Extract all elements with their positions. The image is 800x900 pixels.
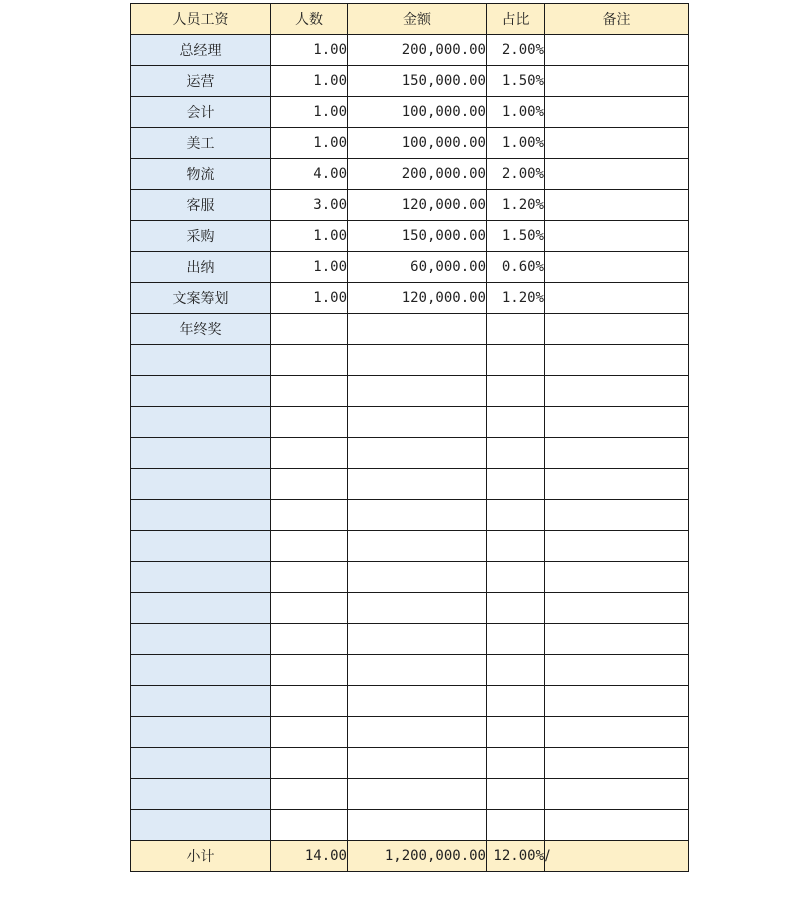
remark-cell[interactable]	[545, 469, 689, 500]
ratio-cell[interactable]	[487, 779, 545, 810]
count-cell[interactable]	[271, 748, 348, 779]
count-cell[interactable]	[271, 500, 348, 531]
table-row	[131, 97, 689, 128]
name-cell[interactable]	[131, 810, 271, 841]
amount-cell[interactable]: 100,000.00	[348, 128, 487, 159]
ratio-cell[interactable]: 1.00%	[487, 97, 545, 128]
name-cell[interactable]	[131, 469, 271, 500]
table-row	[131, 779, 689, 810]
count-cell[interactable]	[271, 376, 348, 407]
name-cell[interactable]: 出纳	[131, 252, 271, 283]
name-cell[interactable]	[131, 686, 271, 717]
ratio-cell[interactable]: 0.60%	[487, 252, 545, 283]
table-row	[131, 128, 689, 159]
ratio-cell[interactable]	[487, 531, 545, 562]
table-row	[131, 314, 689, 345]
table-row	[131, 252, 689, 283]
ratio-cell[interactable]	[487, 376, 545, 407]
ratio-cell[interactable]	[487, 438, 545, 469]
name-cell[interactable]	[131, 531, 271, 562]
name-cell[interactable]: 文案筹划	[131, 283, 271, 314]
table-row	[131, 810, 689, 841]
total-ratio-cell[interactable]: 12.00%	[487, 841, 545, 872]
ratio-cell[interactable]: 1.20%	[487, 283, 545, 314]
remark-cell[interactable]	[545, 500, 689, 531]
count-cell[interactable]: 3.00	[271, 190, 348, 221]
table-row	[131, 562, 689, 593]
table-row	[131, 66, 689, 97]
table-row	[131, 283, 689, 314]
name-cell[interactable]	[131, 562, 271, 593]
count-cell[interactable]: 4.00	[271, 159, 348, 190]
remark-cell[interactable]	[545, 283, 689, 314]
ratio-cell[interactable]	[487, 593, 545, 624]
count-cell[interactable]	[271, 407, 348, 438]
amount-cell[interactable]	[348, 407, 487, 438]
remark-cell[interactable]	[545, 190, 689, 221]
amount-cell[interactable]	[348, 717, 487, 748]
amount-cell[interactable]: 100,000.00	[348, 97, 487, 128]
salary-table	[130, 3, 689, 872]
name-cell[interactable]: 运营	[131, 66, 271, 97]
ratio-cell[interactable]	[487, 500, 545, 531]
table-row	[131, 469, 689, 500]
count-cell[interactable]: 1.00	[271, 66, 348, 97]
count-cell[interactable]: 1.00	[271, 221, 348, 252]
amount-cell[interactable]: 150,000.00	[348, 221, 487, 252]
amount-cell[interactable]: 120,000.00	[348, 283, 487, 314]
remark-cell[interactable]	[545, 407, 689, 438]
remark-cell[interactable]	[545, 97, 689, 128]
total-label-cell[interactable]: 小计	[131, 841, 271, 872]
remark-cell[interactable]	[545, 376, 689, 407]
ratio-cell[interactable]: 2.00%	[487, 35, 545, 66]
table-row	[131, 500, 689, 531]
table-row	[131, 345, 689, 376]
remark-cell[interactable]	[545, 438, 689, 469]
table-row	[131, 655, 689, 686]
amount-cell[interactable]	[348, 686, 487, 717]
table-row	[131, 35, 689, 66]
amount-cell[interactable]	[348, 500, 487, 531]
remark-cell[interactable]	[545, 748, 689, 779]
count-cell[interactable]	[271, 314, 348, 345]
name-cell[interactable]: 总经理	[131, 35, 271, 66]
count-cell[interactable]	[271, 469, 348, 500]
ratio-cell[interactable]	[487, 748, 545, 779]
count-cell[interactable]	[271, 562, 348, 593]
amount-cell[interactable]: 120,000.00	[348, 190, 487, 221]
remark-cell[interactable]	[545, 779, 689, 810]
count-cell[interactable]: 1.00	[271, 283, 348, 314]
remark-cell[interactable]	[545, 655, 689, 686]
name-cell[interactable]	[131, 438, 271, 469]
count-cell[interactable]	[271, 810, 348, 841]
count-cell[interactable]	[271, 655, 348, 686]
amount-cell[interactable]	[348, 748, 487, 779]
amount-cell[interactable]	[348, 469, 487, 500]
table-row	[131, 624, 689, 655]
remark-cell[interactable]	[545, 593, 689, 624]
amount-cell[interactable]	[348, 562, 487, 593]
amount-cell[interactable]	[348, 655, 487, 686]
header-cell-amount[interactable]: 金额	[348, 4, 487, 35]
amount-cell[interactable]	[348, 779, 487, 810]
table-row	[131, 593, 689, 624]
name-cell[interactable]	[131, 748, 271, 779]
amount-cell[interactable]: 60,000.00	[348, 252, 487, 283]
ratio-cell[interactable]	[487, 717, 545, 748]
name-cell[interactable]	[131, 779, 271, 810]
ratio-cell[interactable]	[487, 345, 545, 376]
name-cell[interactable]	[131, 655, 271, 686]
name-cell[interactable]: 会计	[131, 97, 271, 128]
amount-cell[interactable]: 200,000.00	[348, 35, 487, 66]
ratio-cell[interactable]	[487, 810, 545, 841]
ratio-cell[interactable]: 2.00%	[487, 159, 545, 190]
count-cell[interactable]	[271, 779, 348, 810]
remark-cell[interactable]	[545, 345, 689, 376]
remark-cell[interactable]	[545, 686, 689, 717]
amount-cell[interactable]	[348, 531, 487, 562]
name-cell[interactable]: 美工	[131, 128, 271, 159]
ratio-cell[interactable]	[487, 407, 545, 438]
name-cell[interactable]	[131, 500, 271, 531]
count-cell[interactable]	[271, 531, 348, 562]
ratio-cell[interactable]	[487, 686, 545, 717]
amount-cell[interactable]	[348, 593, 487, 624]
ratio-cell[interactable]: 1.00%	[487, 128, 545, 159]
table-row	[131, 686, 689, 717]
remark-cell[interactable]	[545, 531, 689, 562]
name-cell[interactable]: 采购	[131, 221, 271, 252]
table-row	[131, 438, 689, 469]
ratio-cell[interactable]	[487, 562, 545, 593]
name-cell[interactable]: 客服	[131, 190, 271, 221]
remark-cell[interactable]	[545, 810, 689, 841]
ratio-cell[interactable]: 1.20%	[487, 190, 545, 221]
name-cell[interactable]	[131, 376, 271, 407]
remark-cell[interactable]	[545, 717, 689, 748]
ratio-cell[interactable]: 1.50%	[487, 66, 545, 97]
name-cell[interactable]	[131, 717, 271, 748]
count-cell[interactable]	[271, 624, 348, 655]
remark-cell[interactable]	[545, 66, 689, 97]
count-cell[interactable]	[271, 717, 348, 748]
amount-cell[interactable]: 200,000.00	[348, 159, 487, 190]
count-cell[interactable]	[271, 686, 348, 717]
amount-cell[interactable]	[348, 438, 487, 469]
remark-cell[interactable]	[545, 159, 689, 190]
count-cell[interactable]	[271, 345, 348, 376]
name-cell[interactable]	[131, 407, 271, 438]
name-cell[interactable]	[131, 624, 271, 655]
table-row	[131, 376, 689, 407]
remark-cell[interactable]	[545, 314, 689, 345]
name-cell[interactable]	[131, 593, 271, 624]
total-amount-cell[interactable]: 1,200,000.00	[348, 841, 487, 872]
table-row	[131, 748, 689, 779]
total-remark-cell[interactable]: /	[545, 841, 689, 872]
header-row	[131, 4, 689, 35]
table-row	[131, 407, 689, 438]
ratio-cell[interactable]	[487, 314, 545, 345]
table-row	[131, 221, 689, 252]
total-count-cell[interactable]: 14.00	[271, 841, 348, 872]
count-cell[interactable]: 1.00	[271, 35, 348, 66]
table-row	[131, 159, 689, 190]
total-row	[131, 841, 689, 872]
table-row	[131, 190, 689, 221]
name-cell[interactable]	[131, 345, 271, 376]
amount-cell[interactable]	[348, 314, 487, 345]
ratio-cell[interactable]	[487, 655, 545, 686]
remark-cell[interactable]	[545, 221, 689, 252]
amount-cell[interactable]	[348, 810, 487, 841]
count-cell[interactable]	[271, 593, 348, 624]
remark-cell[interactable]	[545, 624, 689, 655]
remark-cell[interactable]	[545, 128, 689, 159]
ratio-cell[interactable]: 1.50%	[487, 221, 545, 252]
amount-cell[interactable]	[348, 624, 487, 655]
ratio-cell[interactable]	[487, 469, 545, 500]
table-row	[131, 717, 689, 748]
amount-cell[interactable]: 150,000.00	[348, 66, 487, 97]
amount-cell[interactable]	[348, 345, 487, 376]
remark-cell[interactable]	[545, 252, 689, 283]
remark-cell[interactable]	[545, 35, 689, 66]
ratio-cell[interactable]	[487, 624, 545, 655]
count-cell[interactable]: 1.00	[271, 97, 348, 128]
table-row	[131, 531, 689, 562]
table-body	[131, 35, 689, 841]
header-cell-count[interactable]: 人数	[271, 4, 348, 35]
header-cell-salary[interactable]: 人员工资	[131, 4, 271, 35]
header-cell-ratio[interactable]: 占比	[487, 4, 545, 35]
name-cell[interactable]: 物流	[131, 159, 271, 190]
count-cell[interactable]: 1.00	[271, 128, 348, 159]
amount-cell[interactable]	[348, 376, 487, 407]
count-cell[interactable]	[271, 438, 348, 469]
name-cell[interactable]: 年终奖	[131, 314, 271, 345]
count-cell[interactable]: 1.00	[271, 252, 348, 283]
header-cell-remark[interactable]: 备注	[545, 4, 689, 35]
remark-cell[interactable]	[545, 562, 689, 593]
